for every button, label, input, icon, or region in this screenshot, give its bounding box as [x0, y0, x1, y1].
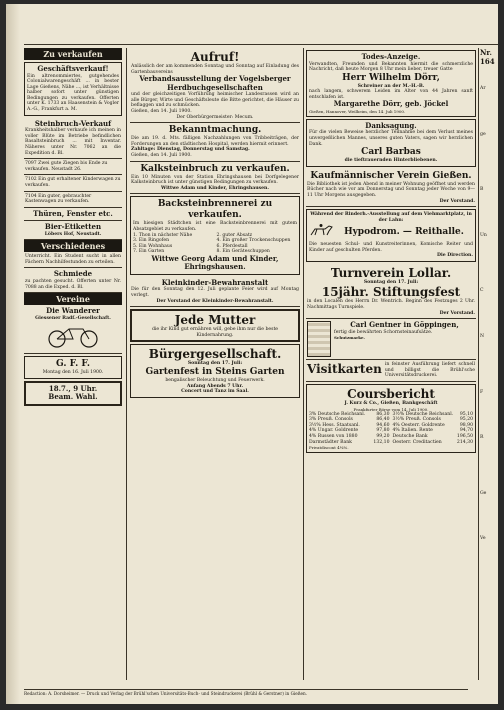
notice-title: Aufruf!: [190, 50, 240, 64]
ad-thueren: [24, 208, 122, 222]
ad-list: [133, 233, 297, 255]
cours-footnote: Privatdiscont 4¼%.: [309, 445, 349, 451]
ad-light: bengalischer Beleuchtung und Feuerwerk.: [165, 377, 265, 383]
ad-title: Hypodrom. — Reithalle.: [344, 227, 464, 238]
deceased-name: Herr Wilhelm Dörr,: [342, 72, 440, 83]
list-item: 2. guter Absatz: [216, 232, 253, 238]
notice-sub: Zahltage: Dienstag, Donnerstag und Samstag.: [131, 147, 250, 153]
newspaper-page: [6, 4, 498, 704]
ad-sub: Beam. Wahl.: [48, 392, 98, 402]
ad-title: Bier-Etiketten: [44, 222, 102, 232]
deceased-role: Schreiner an der M.-H.-B.: [357, 83, 425, 89]
ad-jede-mutter: [130, 309, 300, 342]
column-2: [130, 48, 300, 680]
notice-title: Kleinkinder-Bewahranstalt: [161, 277, 269, 287]
ad-kalksteinbruch: [130, 162, 300, 195]
ad-sub: Sonntag den 17. Juli:: [187, 361, 243, 367]
list-item: 8. Ein Geräteschuppen: [216, 249, 270, 255]
ad-turnverein: [306, 264, 476, 319]
ad-time: Anfang Abends 7 Uhr.: [186, 383, 244, 389]
ad-text: Montag den 16. Juli 1900.: [42, 370, 104, 376]
small-ad: 7097 Zwei gute Ziegen bis Ende zu verkaufen. Neustadt 26.: [24, 159, 122, 175]
ad-title: 18.7., 9 Uhr.: [48, 383, 98, 393]
small-ad: 7104 Ein guter, gebrauchter Kastenwagen zu verkaufen.: [24, 192, 122, 208]
list-item: 7. Ein Garten: [133, 249, 165, 255]
ad-title: Backsteinbrennerei zu verkaufen.: [157, 199, 273, 221]
table-row: 4% Russen von 1880 99,20: [309, 433, 390, 439]
cours-table: [309, 412, 473, 446]
ad-todesanzeige: [306, 50, 476, 117]
column-4-edge: [480, 48, 498, 680]
edge-line: R: [480, 435, 484, 441]
ad-buergergesellschaft: [130, 344, 300, 397]
edge-line: B: [480, 187, 484, 193]
ad-intro: Während der Rinderh.-Ausstellung auf dem Viehmarktplatz, in der Lahn:: [310, 212, 472, 223]
notice-text: Die für den Sonntag den 12. Juli geplante Feier wird auf Montag verlegt.: [131, 287, 299, 298]
ad-sub: Giessener Radf.-Gesellschaft.: [35, 315, 111, 321]
ad-text: in feinster Ausführung liefert schnell und billigst die Brühl'sche Universitätsdruckerei.: [384, 362, 475, 379]
column-rule: [303, 48, 304, 680]
edge-line: F: [480, 389, 484, 395]
ad-sub: die tieftrauernden Hinterbliebenen.: [344, 158, 438, 164]
ad-name: Carl Barbas: [361, 147, 421, 158]
edge-line: Un: [480, 232, 487, 238]
ad-label: Schutzmarke.: [334, 335, 365, 341]
notice-sign: Der Oberbürgermeister: Mecum.: [176, 114, 254, 120]
ad-title: Kalksteinbruch zu verkaufen.: [140, 163, 290, 174]
table-row: 3% Deutsche Reichsanl. 86,30: [309, 411, 390, 417]
ad-wanderer: [24, 305, 122, 354]
issue-number: Nr. 164: [480, 48, 495, 66]
ad-geschaeftsverkauf: [24, 62, 122, 116]
ad-title: Turnverein Lollar.: [330, 265, 452, 280]
edge-line: Ve: [480, 536, 486, 542]
section-verschiedenes: Verschiedenes: [24, 240, 122, 252]
notice-title: Bekanntmachung.: [168, 125, 262, 136]
ad-text: nach langem, schwerem Leiden im Alter von 44 Jahren sanft entschlafen ist.: [309, 89, 473, 100]
column-rule: [126, 48, 127, 680]
table-row: 4% Ungar. Goldrente 97,80: [309, 428, 390, 434]
edge-line: N: [480, 333, 485, 339]
list-item: 3. Ein Ringofen: [133, 238, 170, 244]
ad-title: Die Wanderer: [46, 306, 100, 316]
ad-backsteinbrennerei: [130, 196, 300, 275]
chimney-icon: [307, 321, 331, 357]
ad-title: Todes-Anzeige.: [361, 52, 421, 61]
header-band: [24, 26, 498, 45]
notice-text: und der gleichzeitigen Vorführung heimischer Landesrassen wird an alle Bürger, Wirte und Geschäftsleute die Bitte gerichtet, die Häuser zu beflaggen und zu schmücken.: [131, 92, 299, 109]
ad-title: G. F. F.: [55, 359, 90, 370]
ad-title: Bürgergesellschaft.: [148, 347, 282, 362]
ad-title: Visitkarten: [307, 362, 382, 377]
ad-text: fertig die bewährten Schornsteinaufsätze.: [334, 329, 433, 335]
notice-date: Gießen, den 14. Juli 1900.: [131, 152, 192, 158]
ad-text: Die neuesten Schul- und Kunstreiterinnen, Komische Reiter und Kinder auf geschulten Pferden.: [309, 242, 473, 253]
notice-heading: Verbandsausstellung der Vogelsberger Herdbuchgesellschaften: [139, 74, 291, 92]
column-rule: [478, 48, 479, 680]
cours-firm: J. Kurz & Co., Gießen, Bankgeschäft: [344, 400, 438, 406]
list-item: 5. Ein Wohnhaus: [133, 243, 173, 249]
table-row: Darmstädter Bank 132,10: [309, 439, 390, 445]
edge-line: C: [480, 288, 484, 294]
edge-line: Ge: [480, 490, 487, 496]
notice-sign: Der Vorstand.: [439, 198, 475, 204]
horse-rider-icon: [309, 223, 335, 242]
ad-gff: [24, 356, 122, 379]
ad-schornstein: [306, 319, 476, 360]
ad-text: Ein altrenommiertes, gutgehendes Colonialwarengeschäft ... in bester Lage Gießens, Nähe ..., ist Verhältnisse halber sofort unter günstigen Bedingungen zu verkaufen. Offerten unter K. 1733 an Haasenstein & Vogler A.-G., Frankfurt a. M.: [27, 73, 119, 113]
bicycle-emblem-icon: [25, 321, 121, 351]
table-row: 3½% Preuß. Consols 95,20: [392, 417, 473, 423]
ad-title: Jede Mutter: [174, 313, 256, 328]
notice-text: Die am 19. d. Mts. fälligen Nachzahlungen von Tribbeiträgen, der Forderungen an den städtischen Hospital, werden hiermit erinnert.: [131, 136, 299, 147]
notice-kaufm-verein: [306, 169, 476, 207]
page-spine: [6, 4, 20, 704]
ad-family: Margarethe Dörr, geb. Jöckel: [333, 99, 449, 109]
notice-text: Die Bibliothek ist jeden Abend in meiner Wohnung geöffnet und werden Bücher nach wie vor am Donnerstag und Sonntag jeder Woche von 9—11 Uhr Morgens ausgegeben.: [307, 181, 475, 199]
cours-date: Frankfurter Börse vom 14. Juli 1900.: [353, 406, 429, 412]
ad-intro: Verwandten, Freunden und Bekannten hiermit die schmerzliche Nachricht, daß heute Morgen 8 Uhr mein lieber, treuer Gatte: [309, 61, 473, 73]
ad-sign: Die Direction.: [437, 253, 473, 259]
ad-hypodrom: [306, 209, 476, 262]
ad-music: Concert und Tanz im Saal.: [181, 389, 249, 395]
ad-text: Ein 10 Minuten von der Station Ehringshausen bei Dorfgelegener Kalksteinbruch ist unter günstigen Bedingungen zu verkaufen.: [131, 174, 299, 186]
ad-beamtenwahl: [24, 381, 122, 406]
ad-text: in den Localen des Herrn Dr. Wentrich. Beginn des Festzuges 2 Uhr. Nachmittags Turnspiele.: [307, 299, 475, 310]
ad-text: Für die vielen Beweise herzlicher Teilnahme bei dem Verlust meines unvergeßlichen Mannes, unseres guten Vaters, sagen wir herzlichen Dank.: [309, 130, 473, 147]
ad-danksagung: [306, 119, 476, 167]
ad-event: Gartenfest in Steins Garten: [145, 366, 285, 377]
ad-sign: Wittwe Adam und Kinder, Ehringshausen.: [161, 185, 269, 191]
edge-line: ge: [480, 131, 486, 137]
ad-text: die ihr Kind gut ernähren will, gebe ihm nur die beste Kindernahrung.: [151, 327, 279, 338]
ad-visitkarten: [306, 360, 476, 382]
table-row: Oesterr. Creditactien 214,30: [392, 439, 473, 445]
ad-title: Geschäftsverkauf!: [37, 64, 109, 73]
list-item: 4. Ein großer Trockenschuppen: [216, 238, 291, 244]
notice-bekanntmachung: [130, 123, 300, 161]
ad-title: Schmiede: [53, 269, 93, 279]
ad-steinbruch: [24, 118, 122, 159]
section-vereine: Vereine: [24, 293, 122, 305]
ad-title: Danksagung.: [365, 120, 417, 130]
column-1: [24, 48, 122, 680]
edge-line: Ar: [480, 86, 486, 91]
column-3: [306, 48, 476, 680]
section-zu-verkaufen: Zu verkaufen: [24, 48, 122, 60]
ad-name: Carl Gentner in Göppingen,: [350, 320, 459, 330]
ad-sub: Löbers Hof, Neustadt.: [44, 231, 102, 237]
ad-heading: 15jähr. Stiftungsfest: [321, 285, 461, 300]
notice-kleinkinder: [130, 277, 300, 307]
notice-date: Gießen, den 14. Juli 1900.: [131, 108, 192, 114]
ad-sign: Der Vorstand.: [439, 310, 475, 316]
coursbericht: [306, 384, 476, 453]
ad-schmiede: [24, 268, 122, 293]
table-row: 3½% Hess. Staatsanl. 94,60: [309, 422, 390, 428]
ad-title: Thüren, Fenster etc.: [33, 208, 113, 218]
table-row: 3½% Deutsche Reichsanl. 95,10: [392, 411, 473, 417]
ad-text: Krankheitshalber verkaufe ich meinen in voller Blüte im Betriebe befindlichen Basaltsteinbruch ... mit Inventar. Näheres unter Nr. 7062 an die Expedition d. Bl.: [25, 128, 121, 156]
ad-date: Gießen, Hannover, Weilheim, den 14. Juli 1900.: [309, 108, 406, 114]
table-row: 3% Preuß. Consols 86,40: [309, 417, 390, 423]
ad-text: Im hiesigen Städtchen ist eine Backsteinbrennerei mit gutem Absatzgebiet zu verkaufen.: [133, 221, 297, 232]
ad-text: zu pachten gesucht. Offerten unter Nr. 7088 an die Exped. d. Bl.: [25, 278, 121, 290]
ad-bier-etiketten: [24, 221, 122, 240]
ad-sign: Wittwe Georg Adam und Kinder, Ehringshausen.: [151, 253, 279, 272]
table-row: Deutsche Bank 196,50: [392, 433, 473, 439]
table-row: 4% Oesterr. Goldrente 98,90: [392, 422, 473, 428]
small-ad: 7102 Ein gut erhaltener Kinderwagen zu verkaufen.: [24, 175, 122, 191]
cours-title: Coursbericht: [347, 386, 435, 401]
ad-unterricht: Unterricht. Ein Student sucht in allen Fächern Nachhilfestunden zu erteilen.: [24, 252, 122, 268]
table-row: 4% Italien. Rente 94,70: [392, 428, 473, 434]
list-item: 1. Thon in nächster Nähe: [133, 232, 193, 238]
notice-intro: Anlässlich der am kommenden Sonntag und Sonntag auf Einladung des Gartenbauvereins: [131, 64, 299, 75]
notice-title: Kaufmännischer Verein Gießen.: [310, 170, 472, 181]
ad-date: Sonntag den 17. Juli:: [363, 279, 419, 285]
imprint-footer: Redaction: A. Dorsheimer. — Druck und Verlag der Brühl'schen Universitäts-Buch- und Steindruckerei (Brühl & Gerstner) in Gießen.: [24, 689, 468, 696]
notice-sign: Der Vorstand der Kleinkinder-Bewahranstalt.: [156, 298, 274, 304]
notice-aufruf: [130, 48, 300, 123]
list-item: 6. Pferdestall: [216, 243, 248, 249]
ad-title: Steinbruch-Verkauf: [34, 118, 112, 128]
